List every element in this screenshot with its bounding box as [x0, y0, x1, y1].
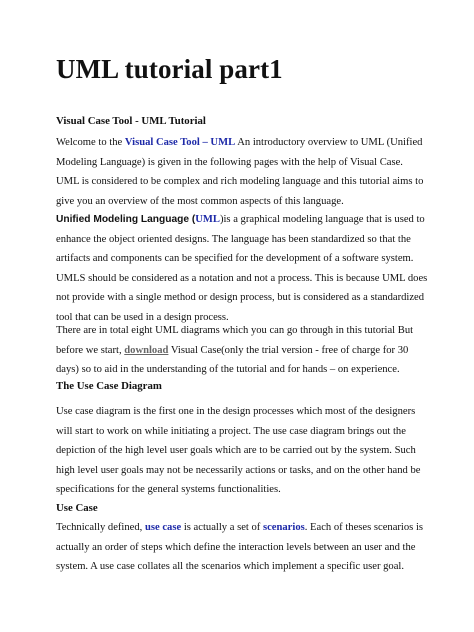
use-case-link[interactable]: use case [144, 522, 182, 533]
section-heading-visual-case: Visual Case Tool - UML Tutorial [56, 115, 206, 127]
uml-definition-paragraph: Unified Modeling Language (UML)is a graphical modeling language that is used to enhance the object oriented designs. The language has been standardized so that the artifacts and components can be specified for the development of a software system. UMLS should be considered as a notation and not a process. This is because UML does not provide with a single method or design process, but is considered as a standardized tool that can be used in a design process. [56, 214, 428, 323]
uml-link[interactable]: UML [195, 214, 220, 225]
intro-paragraph: Welcome to the Visual Case Tool – UML An introductory overview to UML (Unified Modeling Language) is given in the following pages with the help of Visual Case. UML is considered to be complex and rich modeling language and this tutorial aims to give you an overview of the most common aspects of this language. [56, 137, 424, 207]
use-case-paragraph: Technically defined, use case is actually a set of scenarios. Each of theses scenarios is actually an order of steps which define the interaction levels between an user and the system. A use case collates all the scenarios which implement a specific user goal. [56, 522, 424, 573]
page-title: UML tutorial part1 [56, 54, 283, 84]
diagrams-paragraph: There are in total eight UML diagrams which you can go through in this tutorial But before we start, download Visual Case(only the trial version - free of charge for 30 days) so to aid in the understanding of the tutorial and for hands – on experience. [56, 325, 414, 376]
use-case-diagram-paragraph: Use case diagram is the first one in the design processes which most of the designers will start to work on while initiating a project. The use case diagram brings out the depiction of the high level user goals which are to be carried out by the system. Such high level user goals may not be necessarily actions or tasks, and on the other hand be specifications for the general systems functionalities. [56, 406, 421, 496]
scenarios-link[interactable]: scenarios [262, 522, 305, 533]
section-heading-use-case: Use Case [56, 502, 98, 514]
download-link[interactable]: download [124, 344, 169, 356]
visual-case-tool-link[interactable]: Visual Case Tool – UML [124, 137, 236, 148]
section-heading-use-case-diagram: The Use Case Diagram [56, 380, 162, 392]
